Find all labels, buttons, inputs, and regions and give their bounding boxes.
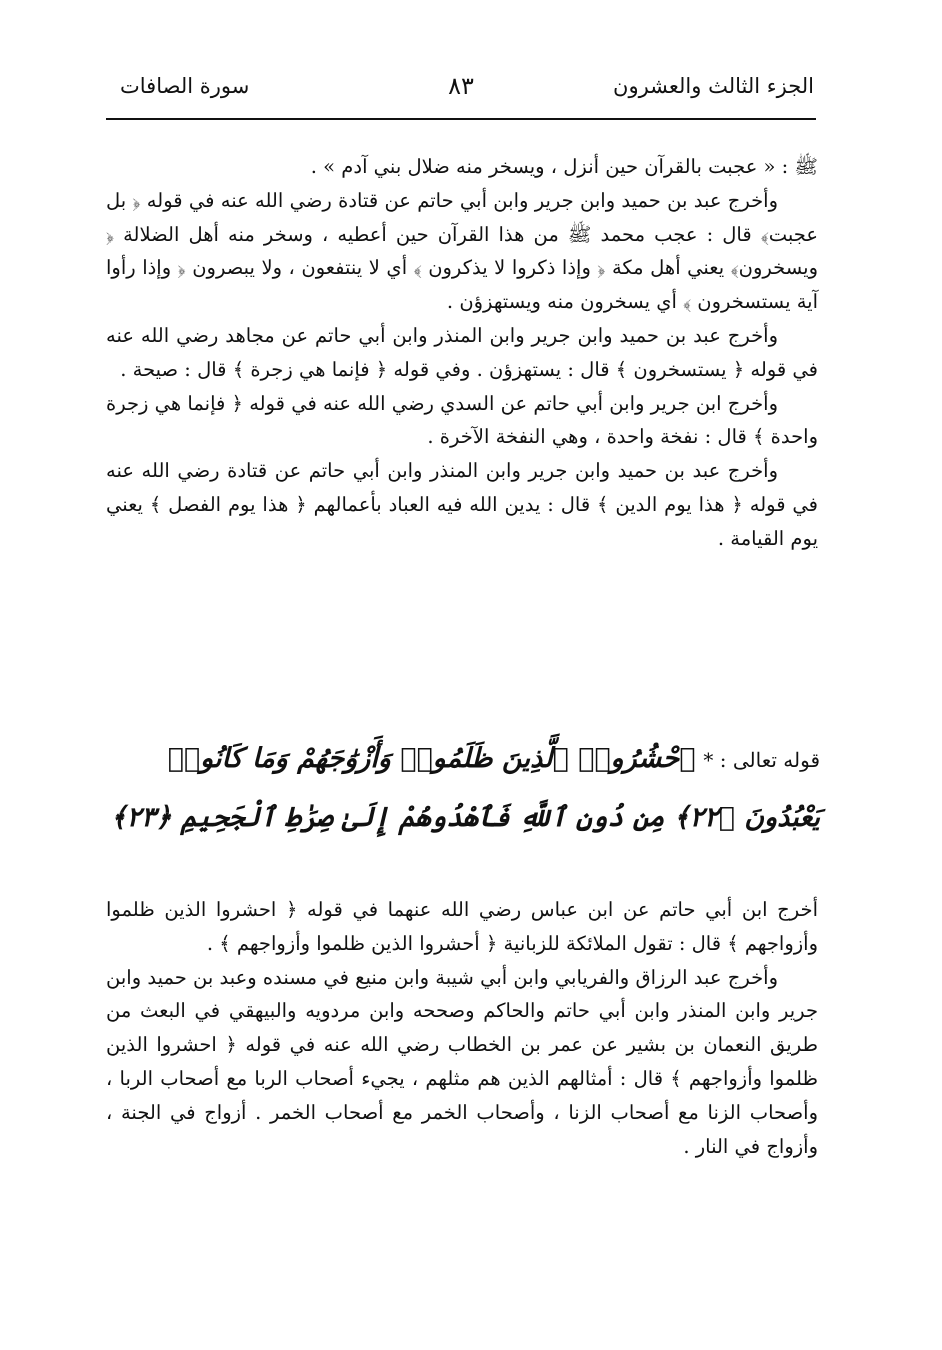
paragraph: وأخرج عبد بن حميد وابن جرير وابن أبي حاتم عن قتادة رضي الله عنه في قوله ﴿ بل عجبت﴾ قال : عجب محمد ﷺ من هذا القرآن حين أعطيه ، وسخر منه أهل الضلالة ﴿ ويسخرون﴾ يعني أهل مكة ﴿ وإذا ذكروا لا يذكرون ﴾ أي لا ينتفعون ، ولا يبصرون ﴿ وإذا رأوا آية يستسخرون ﴾ أي يسخرون منه ويستهزؤن . bbox=[106, 188, 818, 314]
commentary-section-1 bbox=[106, 150, 818, 556]
part-title: الجزء الثالث والعشرون bbox=[613, 74, 814, 98]
verse-text: ٱحْشُرُوا۟ ٱلَّذِينَ ظَلَمُوا۟ وَأَزْوَٰجَهُمْ وَمَا كَانُوا۟ يَعْبُدُونَ ﴿٢٢﴾ مِن دُونِ ٱللَّهِ فَٱهْدُوهُمْ إِلَىٰ صِرَٰطِ ٱلْجَحِيمِ ﴿٢٣﴾ bbox=[110, 743, 820, 833]
header-rule bbox=[106, 118, 816, 120]
page-number: ٨٣ bbox=[448, 72, 474, 100]
surah-title: سورة الصافات bbox=[120, 74, 250, 98]
commentary-section-2 bbox=[106, 893, 818, 1163]
paragraph: وأخرج عبد بن حميد وابن جرير وابن المنذر وابن أبي حاتم عن قتادة رضي الله عنه في قوله ﴿ هذا يوم الدين ﴾ قال : يدين الله فيه العباد بأعمالهم ﴿ هذا يوم الفصل ﴾ يعني يوم القيامة . bbox=[106, 459, 818, 550]
page-header bbox=[108, 70, 814, 114]
paragraph: وأخرج عبد بن حميد وابن جرير وابن المنذر وابن أبي حاتم عن مجاهد رضي الله عنه في قوله ﴿ يستسخرون ﴾ قال : يستهزؤن . وفي قوله ﴿ فإنما هي زجرة ﴾ قال : صيحة . bbox=[106, 323, 818, 381]
quran-verse-block bbox=[100, 730, 820, 850]
paragraph: أخرج ابن أبي حاتم عن ابن عباس رضي الله عنهما في قوله ﴿ احشروا الذين ظلموا وأزواجهم ﴾ قال : تقول الملائكة للزبانية ﴿ أحشروا الذين ظلموا وأزواجهم ﴾ . bbox=[106, 898, 818, 955]
paragraph: وأخرج عبد الرزاق والفريابي وابن أبي شيبة وابن منيع في مسنده وعبد بن حميد وابن جرير وابن المنذر وابن أبي حاتم والحاكم وصححه وابن مردويه والبيهقي في البعث من طريق النعمان بن بشير عن عمر بن الخطاب رضي الله عنه في قوله ﴿ احشروا الذين ظلموا وأزواجهم ﴾ قال : أمثالهم الذين هم مثلهم ، يجيء أصحاب الربا مع أصحاب الربا ، وأصحاب الزنا مع أصحاب الزنا ، وأصحاب الخمر مع أصحاب الخمر . أزواج في الجنة ، وأزواج في النار . bbox=[106, 965, 818, 1158]
paragraph: وأخرج ابن جرير وابن أبي حاتم عن السدي رضي الله عنه في قوله ﴿ فإنما هي زجرة واحدة ﴾ قال : نفخة واحدة ، وهي النفخة الآخرة . bbox=[106, 391, 818, 449]
verse-intro: قوله تعالى : * bbox=[703, 748, 820, 772]
paragraph-continuation: ﷺ : « عجبت بالقرآن حين أنزل ، ويسخر منه ضلال بني آدم » . bbox=[310, 155, 818, 178]
